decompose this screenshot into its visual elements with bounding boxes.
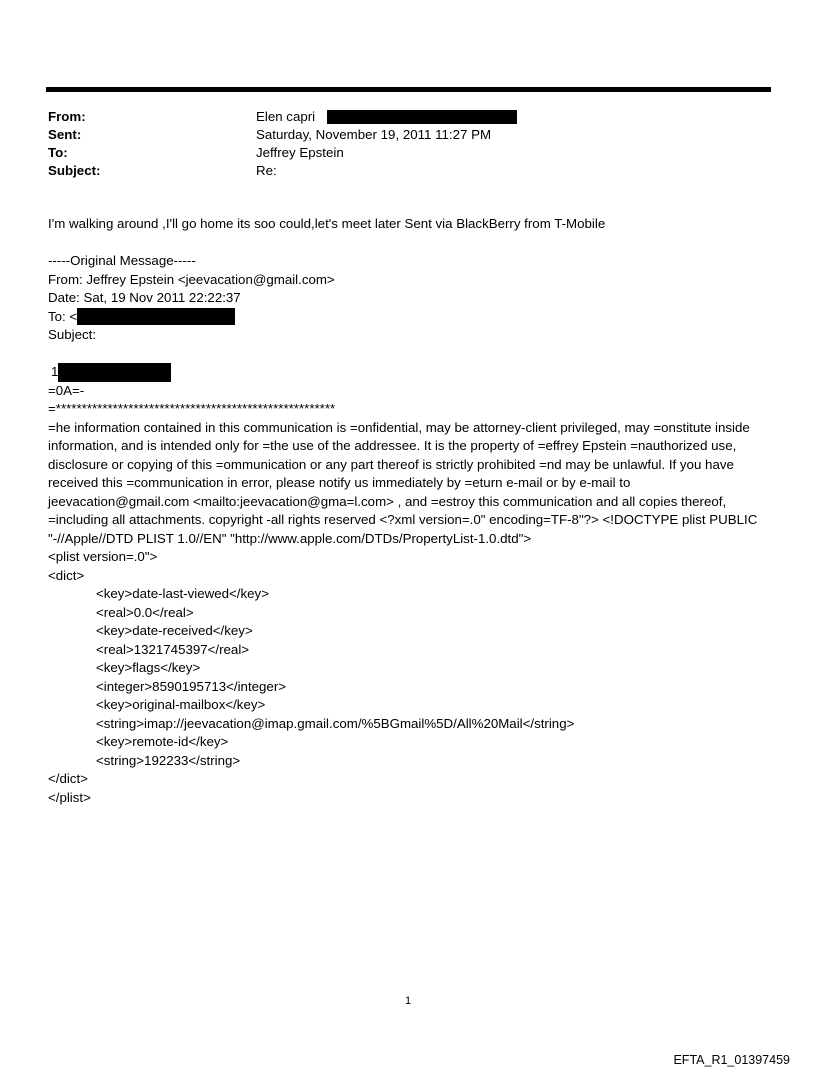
dict-open: <dict> bbox=[48, 567, 85, 583]
page-number: 1 bbox=[404, 995, 412, 1007]
encoded-line: =0A=- bbox=[48, 382, 85, 398]
spacer bbox=[48, 345, 768, 364]
plist-line: <real>1321745397</real> bbox=[96, 641, 250, 657]
message-text: I'm walking around ,I'll go home its soo could,let's meet later Sent via BlackBerry from T-Mobile bbox=[48, 216, 606, 231]
original-to bbox=[48, 308, 768, 327]
plist-line: <key>flags</key> bbox=[96, 660, 201, 675]
from-value bbox=[256, 108, 517, 126]
spacer bbox=[48, 234, 768, 253]
original-date: Date: Sat, 19 Nov 2011 22:22:37 bbox=[48, 290, 241, 305]
plist-line: <key>original-mailbox</key> bbox=[96, 697, 266, 712]
plist-line: <string>imap://jeevacation@imap.gmail.com/%5BGmail%5D/All%20Mail</string> bbox=[96, 715, 575, 731]
original-to-prefix: To: < bbox=[48, 308, 78, 324]
redaction-block bbox=[77, 308, 235, 325]
plist-line: <key>date-last-viewed</key> bbox=[96, 586, 269, 601]
plist-line: <real>0.0</real> bbox=[96, 604, 194, 620]
original-separator: -----Original Message----- bbox=[48, 253, 196, 268]
sent-value: Saturday, November 19, 2011 11:27 PM bbox=[256, 127, 492, 142]
sent-label: Sent: bbox=[48, 127, 82, 142]
plist-line: <integer>8590195713</integer> bbox=[96, 678, 287, 694]
plist-line: <key>remote-id</key> bbox=[96, 734, 229, 749]
redacted-line bbox=[48, 363, 768, 382]
redacted-line-prefix: 1 bbox=[51, 364, 59, 380]
dict-close: </dict> bbox=[48, 771, 88, 786]
email-header bbox=[48, 108, 768, 180]
original-subject: Subject: bbox=[48, 327, 97, 342]
original-from: From: Jeffrey Epstein <jeevacation@gmail.com> bbox=[48, 271, 335, 287]
subject-label: Subject: bbox=[48, 163, 101, 178]
subject-value: Re: bbox=[256, 163, 277, 178]
redaction-block bbox=[327, 110, 517, 124]
header-rule bbox=[46, 87, 771, 92]
plist-open: <plist version=.0"> bbox=[48, 549, 158, 564]
disclaimer-text: =he information contained in this communication is =onfidential, may be attorney-client privileged, may =onstitute inside information, and is intended only for =the use of the addressee. It is the property of =effrey Epstein =nauthorized use, disclosure or copying of this =ommunication or any part thereof is strictly prohibited =nd may be unlawful. If you have received this =communication in error, please notify us immediately by =eturn e-mail or by e-mail to jeevacation@gmail.com <mailto:jeevacation@gma=l.com> , and =estroy this communication and all copies thereof, =including all attachments. copyright -all rights reserved <?xml version=.0" encoding=TF-8"?> <!DOCTYPE plist PUBLIC "-//Apple//DTD PLIST 1.0//EN" "http://www.apple.com/DTDs/PropertyList-1.0.dtd"> bbox=[48, 419, 758, 546]
redaction-block bbox=[58, 363, 171, 382]
document-id: EFTA_R1_01397459 bbox=[673, 1053, 790, 1067]
plist-line: <string>192233</string> bbox=[96, 752, 241, 768]
plist-close: </plist> bbox=[48, 789, 91, 805]
to-value: Jeffrey Epstein bbox=[256, 145, 344, 160]
subject-row bbox=[48, 162, 768, 180]
plist-line: <key>date-received</key> bbox=[96, 623, 253, 638]
from-label: From: bbox=[48, 109, 86, 124]
to-row bbox=[48, 144, 768, 162]
sent-row bbox=[48, 126, 768, 144]
to-label: To: bbox=[48, 145, 68, 160]
email-body bbox=[48, 215, 768, 807]
from-row bbox=[48, 108, 768, 126]
stars-line: =****************************************************** bbox=[48, 401, 336, 416]
from-name: Elen capri bbox=[256, 109, 316, 124]
